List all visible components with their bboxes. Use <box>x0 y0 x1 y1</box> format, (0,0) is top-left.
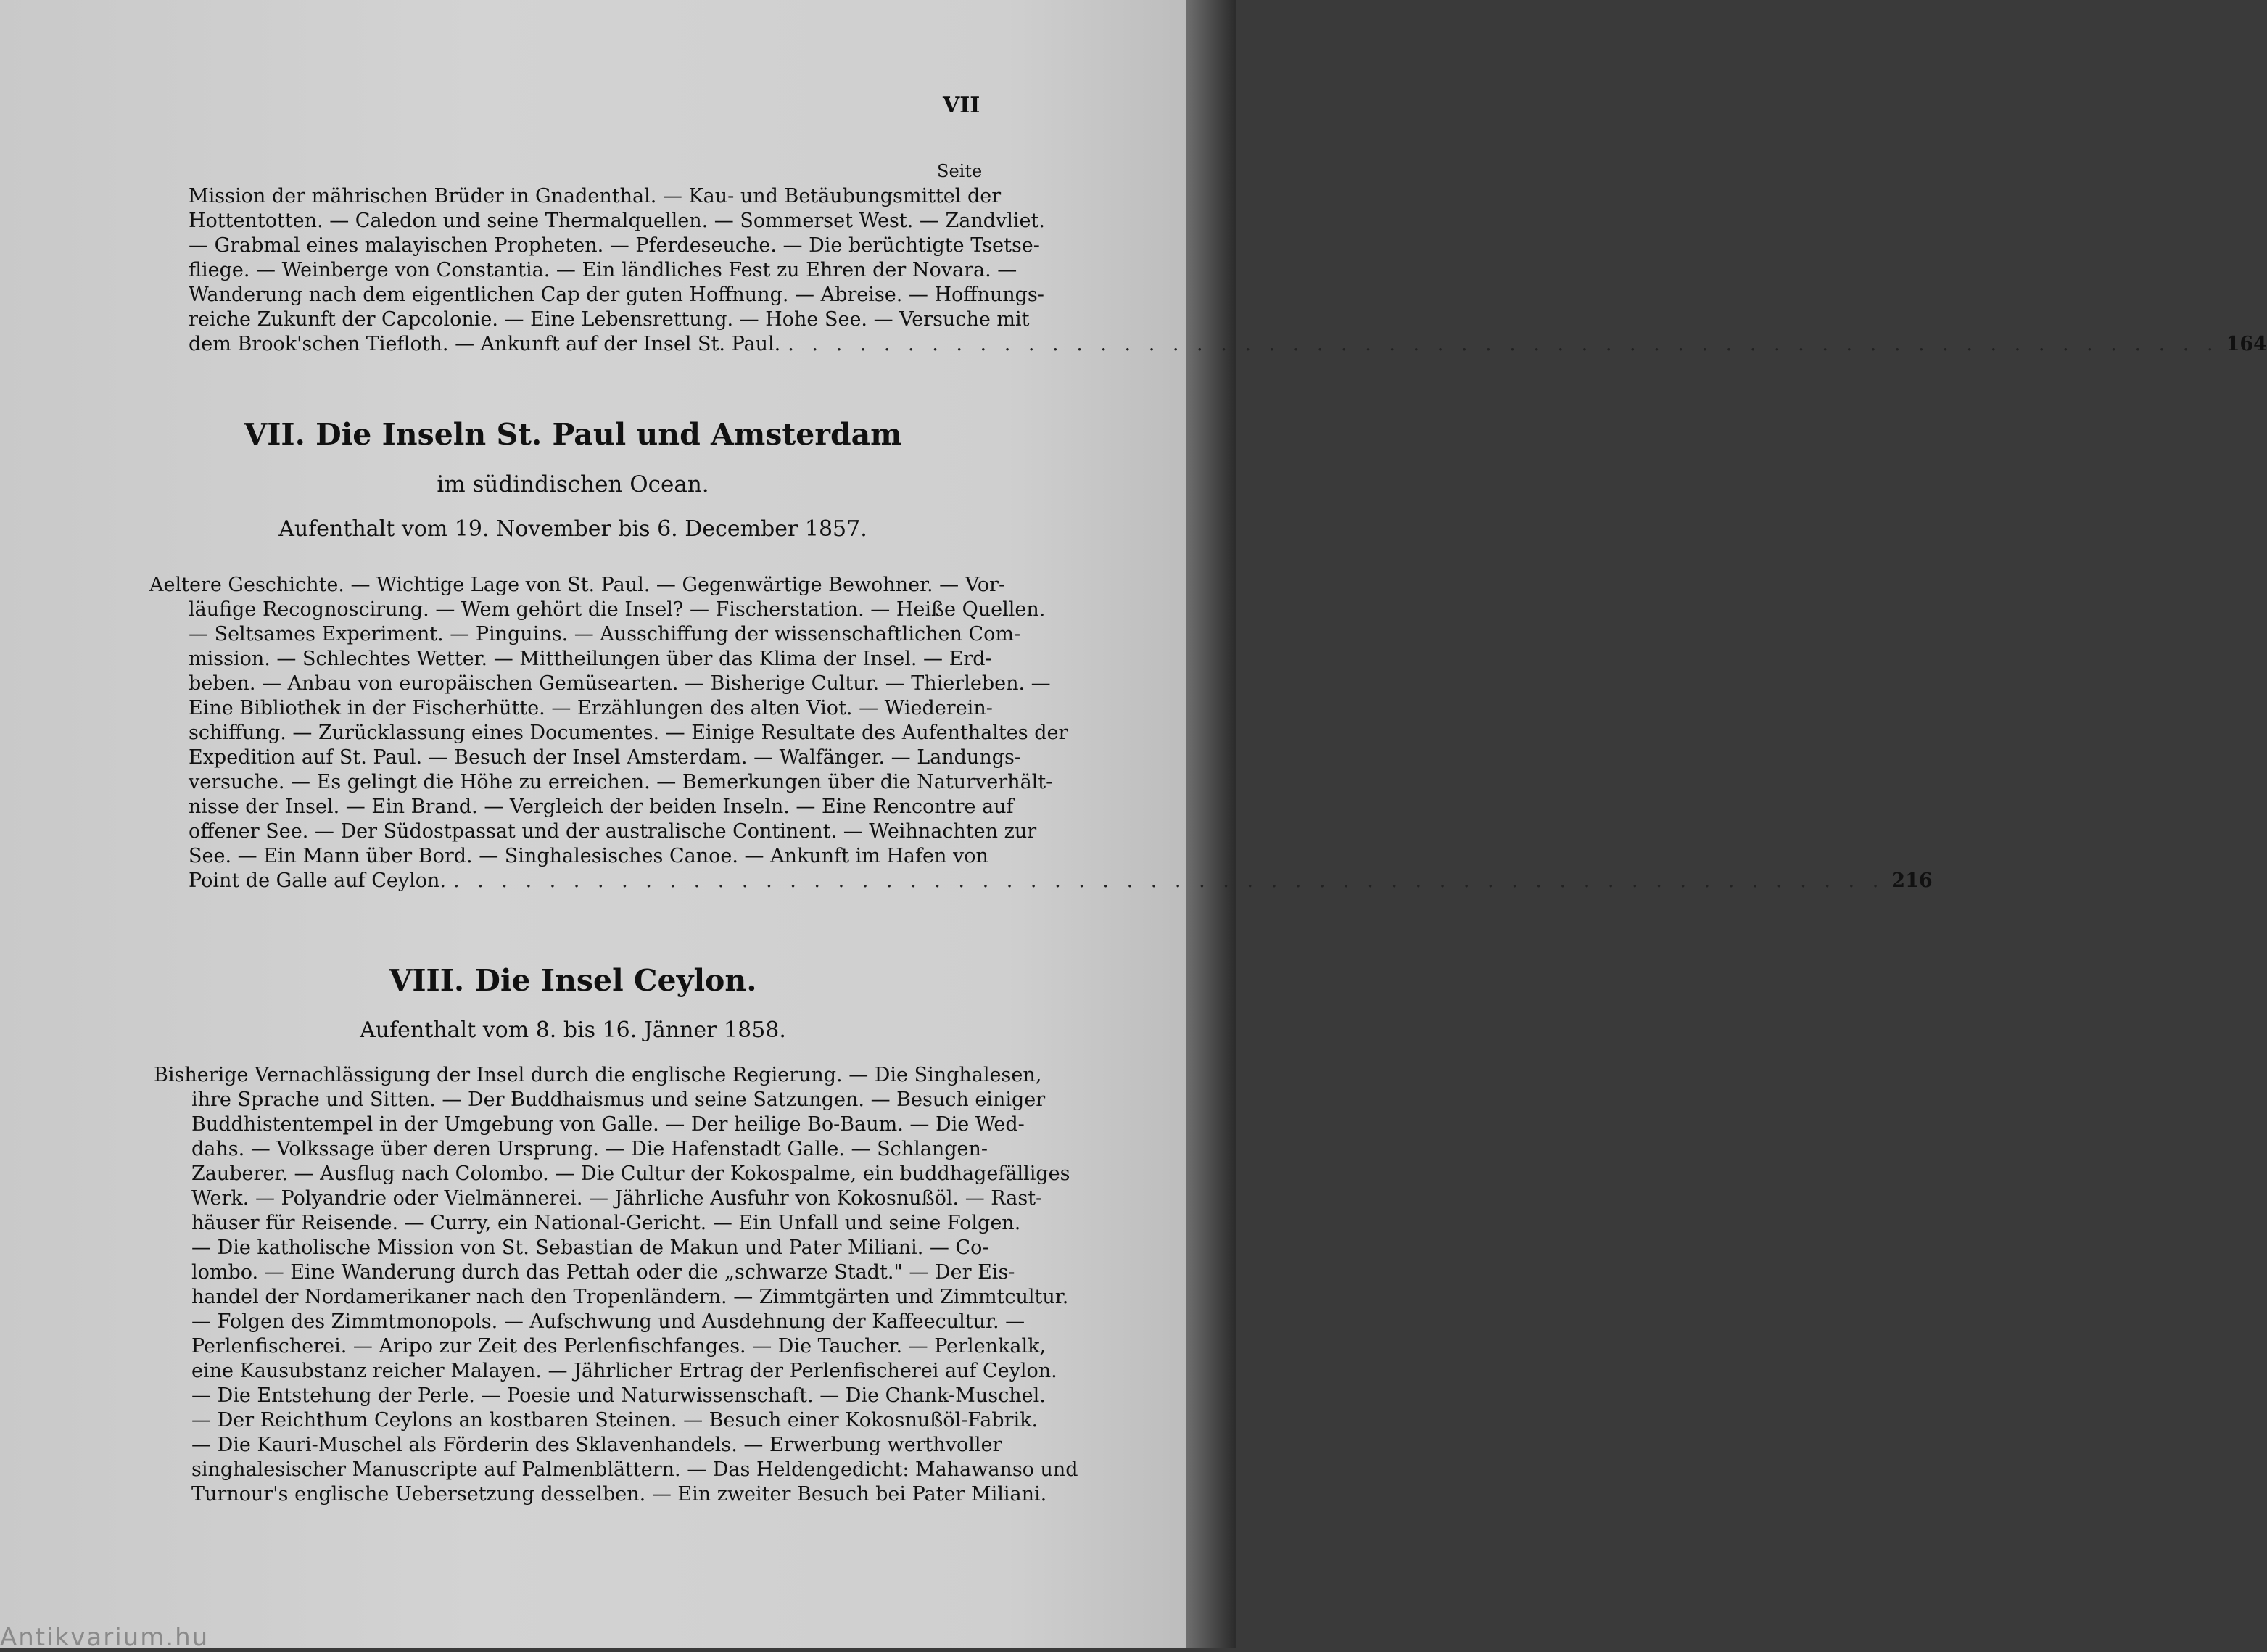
chapter-7-summary <box>149 573 1933 893</box>
summary-line: Bisherige Vernachlässigung der Insel durch die englische Regierung. — Die Singhalesen, <box>154 1064 1042 1086</box>
summary-line: fliege. — Weinberge von Constantia. — Ein ländliches Fest zu Ehren der Novara. — <box>189 259 1017 281</box>
summary-line: reiche Zukunft der Capcolonie. — Eine Lebensrettung. — Hohe See. — Versuche mit <box>189 308 1030 331</box>
summary-line: läufige Recognoscirung. — Wem gehört die Insel? — Fischerstation. — Heiße Quellen. <box>189 598 1046 621</box>
summary-line: Aeltere Geschichte. — Wichtige Lage von St. Paul. — Gegenwärtige Bewohner. — Vor- <box>149 574 1006 596</box>
summary-line: — Die katholische Mission von St. Sebastian de Makun und Pater Miliani. — Co- <box>191 1236 989 1259</box>
summary-line: Buddhistentempel in der Umgebung von Galle. — Der heilige Bo-Baum. — Die Wed- <box>191 1113 1025 1136</box>
chapter-7-title: VII. Die Inseln St. Paul und Amsterdam <box>244 417 902 452</box>
leader-dots: . . . . . . . . . . . . . . . . . . . . . . . . . . . . . . . . . . . . . . . . . . . . . . . . . . . . . . . . . . . . <box>453 870 1885 892</box>
summary-line: Mission der mährischen Brüder in Gnadenthal. — Kau- und Betäubungsmittel der <box>189 185 1002 207</box>
summary-line: offener See. — Der Südostpassat und der australische Continent. — Weihnachten zur <box>189 820 1037 843</box>
summary-line: mission. — Schlechtes Wetter. — Mittheilungen über das Klima der Insel. — Erd- <box>189 648 992 670</box>
summary-line: Werk. — Polyandrie oder Vielmännerei. — Jährliche Ausfuhr von Kokosnußöl. — Rast- <box>191 1187 1043 1210</box>
summary-line: Perlenfischerei. — Aripo zur Zeit des Perlenfischfanges. — Die Taucher. — Perlenkalk, <box>191 1335 1046 1358</box>
page-edge-shadow <box>1186 0 1236 1648</box>
summary-line: Wanderung nach dem eigentlichen Cap der guten Hoffnung. — Abreise. — Hoffnungs- <box>189 284 1044 306</box>
summary-line: handel der Nordamerikaner nach den Tropenländern. — Zimmtgärten und Zimmtcultur. <box>191 1286 1069 1308</box>
summary-line: Point de Galle auf Ceylon. <box>189 870 446 892</box>
watermark: Antikvarium.hu <box>0 1623 210 1652</box>
chapter-7-stay: Aufenthalt vom 19. November bis 6. December 1857. <box>278 516 867 542</box>
summary-line: häuser für Reisende. — Curry, ein National-Gericht. — Ein Unfall und seine Folgen. <box>191 1212 1021 1234</box>
summary-line: Eine Bibliothek in der Fischerhütte. — Erzählungen des alten Viot. — Wiederein- <box>189 697 993 719</box>
summary-line: Turnour's englische Uebersetzung desselben. — Ein zweiter Besuch bei Pater Miliani. <box>191 1483 1047 1506</box>
summary-last-line <box>149 869 1933 893</box>
summary-line: — Die Entstehung der Perle. — Poesie und Naturwissenschaft. — Die Chank-Muschel. <box>191 1384 1046 1407</box>
summary-line: — Die Kauri-Muschel als Förderin des Sklavenhandels. — Erwerbung werthvoller <box>191 1434 1002 1456</box>
chapter-7-subtitle: im südindischen Ocean. <box>437 471 709 497</box>
summary-line: dahs. — Volkssage über deren Ursprung. — Die Hafenstadt Galle. — Schlangen- <box>191 1138 988 1160</box>
chapter-8-stay: Aufenthalt vom 8. bis 16. Jänner 1858. <box>360 1017 786 1043</box>
summary-line: versuche. — Es gelingt die Höhe zu erreichen. — Bemerkungen über die Naturverhält- <box>189 771 1053 793</box>
summary-line: eine Kausubstanz reicher Malayen. — Jährlicher Ertrag der Perlenfischerei auf Ceylon. <box>191 1360 1057 1382</box>
summary-line: schiffung. — Zurücklassung eines Documentes. — Einige Resultate des Aufenthaltes der <box>189 722 1068 744</box>
section-6-summary <box>189 184 2267 357</box>
summary-line: ihre Sprache und Sitten. — Der Buddhaismus und seine Satzungen. — Besuch einiger <box>191 1089 1046 1111</box>
summary-line: Hottentotten. — Caledon und seine Thermalquellen. — Sommerset West. — Zandvliet. <box>189 210 1045 232</box>
chapter-8-title: VIII. Die Insel Ceylon. <box>389 963 757 998</box>
summary-line: singhalesischer Manuscripte auf Palmenblättern. — Das Heldengedicht: Mahawanso und <box>191 1458 1078 1481</box>
summary-line: beben. — Anbau von europäischen Gemüsearten. — Bisherige Cultur. — Thierleben. — <box>189 672 1051 695</box>
summary-line: See. — Ein Mann über Bord. — Singhalesisches Canoe. — Ankunft im Hafen von <box>189 845 988 867</box>
summary-line: — Seltsames Experiment. — Pinguins. — Ausschiffung der wissenschaftlichen Com- <box>189 623 1021 645</box>
summary-line: Zauberer. — Ausflug nach Colombo. — Die Cultur der Kokospalme, ein buddhagefälliges <box>191 1162 1070 1185</box>
page-reference: 164 <box>2226 333 2267 355</box>
summary-line: dem Brook'schen Tiefloth. — Ankunft auf der Insel St. Paul. <box>189 333 781 355</box>
summary-line: — Der Reichthum Ceylons an kostbaren Steinen. — Besuch einer Kokosnußöl-Fabrik. <box>191 1409 1038 1432</box>
summary-line: — Grabmal eines malayischen Propheten. — Pferdeseuche. — Die berüchtigte Tsetse- <box>189 234 1040 257</box>
summary-line: — Folgen des Zimmtmonopols. — Aufschwung und Ausdehnung der Kaffeecultur. — <box>191 1310 1025 1333</box>
summary-line: nisse der Insel. — Ein Brand. — Vergleich der beiden Inseln. — Eine Rencontre auf <box>189 796 1014 818</box>
summary-last-line <box>189 332 2267 357</box>
page-reference: 216 <box>1891 870 1933 892</box>
seite-label: Seite <box>937 161 983 181</box>
page-number: VII <box>943 93 980 118</box>
summary-line: Expedition auf St. Paul. — Besuch der Insel Amsterdam. — Walfänger. — Landungs- <box>189 746 1021 769</box>
leader-dots: . . . . . . . . . . . . . . . . . . . . . . . . . . . . . . . . . . . . . . . . . . . . . . . . . . . . . . . . . . . . <box>788 333 2219 355</box>
summary-line: lombo. — Eine Wanderung durch das Pettah oder die „schwarze Stadt." — Der Eis- <box>191 1261 1015 1284</box>
chapter-8-summary <box>154 1063 1078 1507</box>
